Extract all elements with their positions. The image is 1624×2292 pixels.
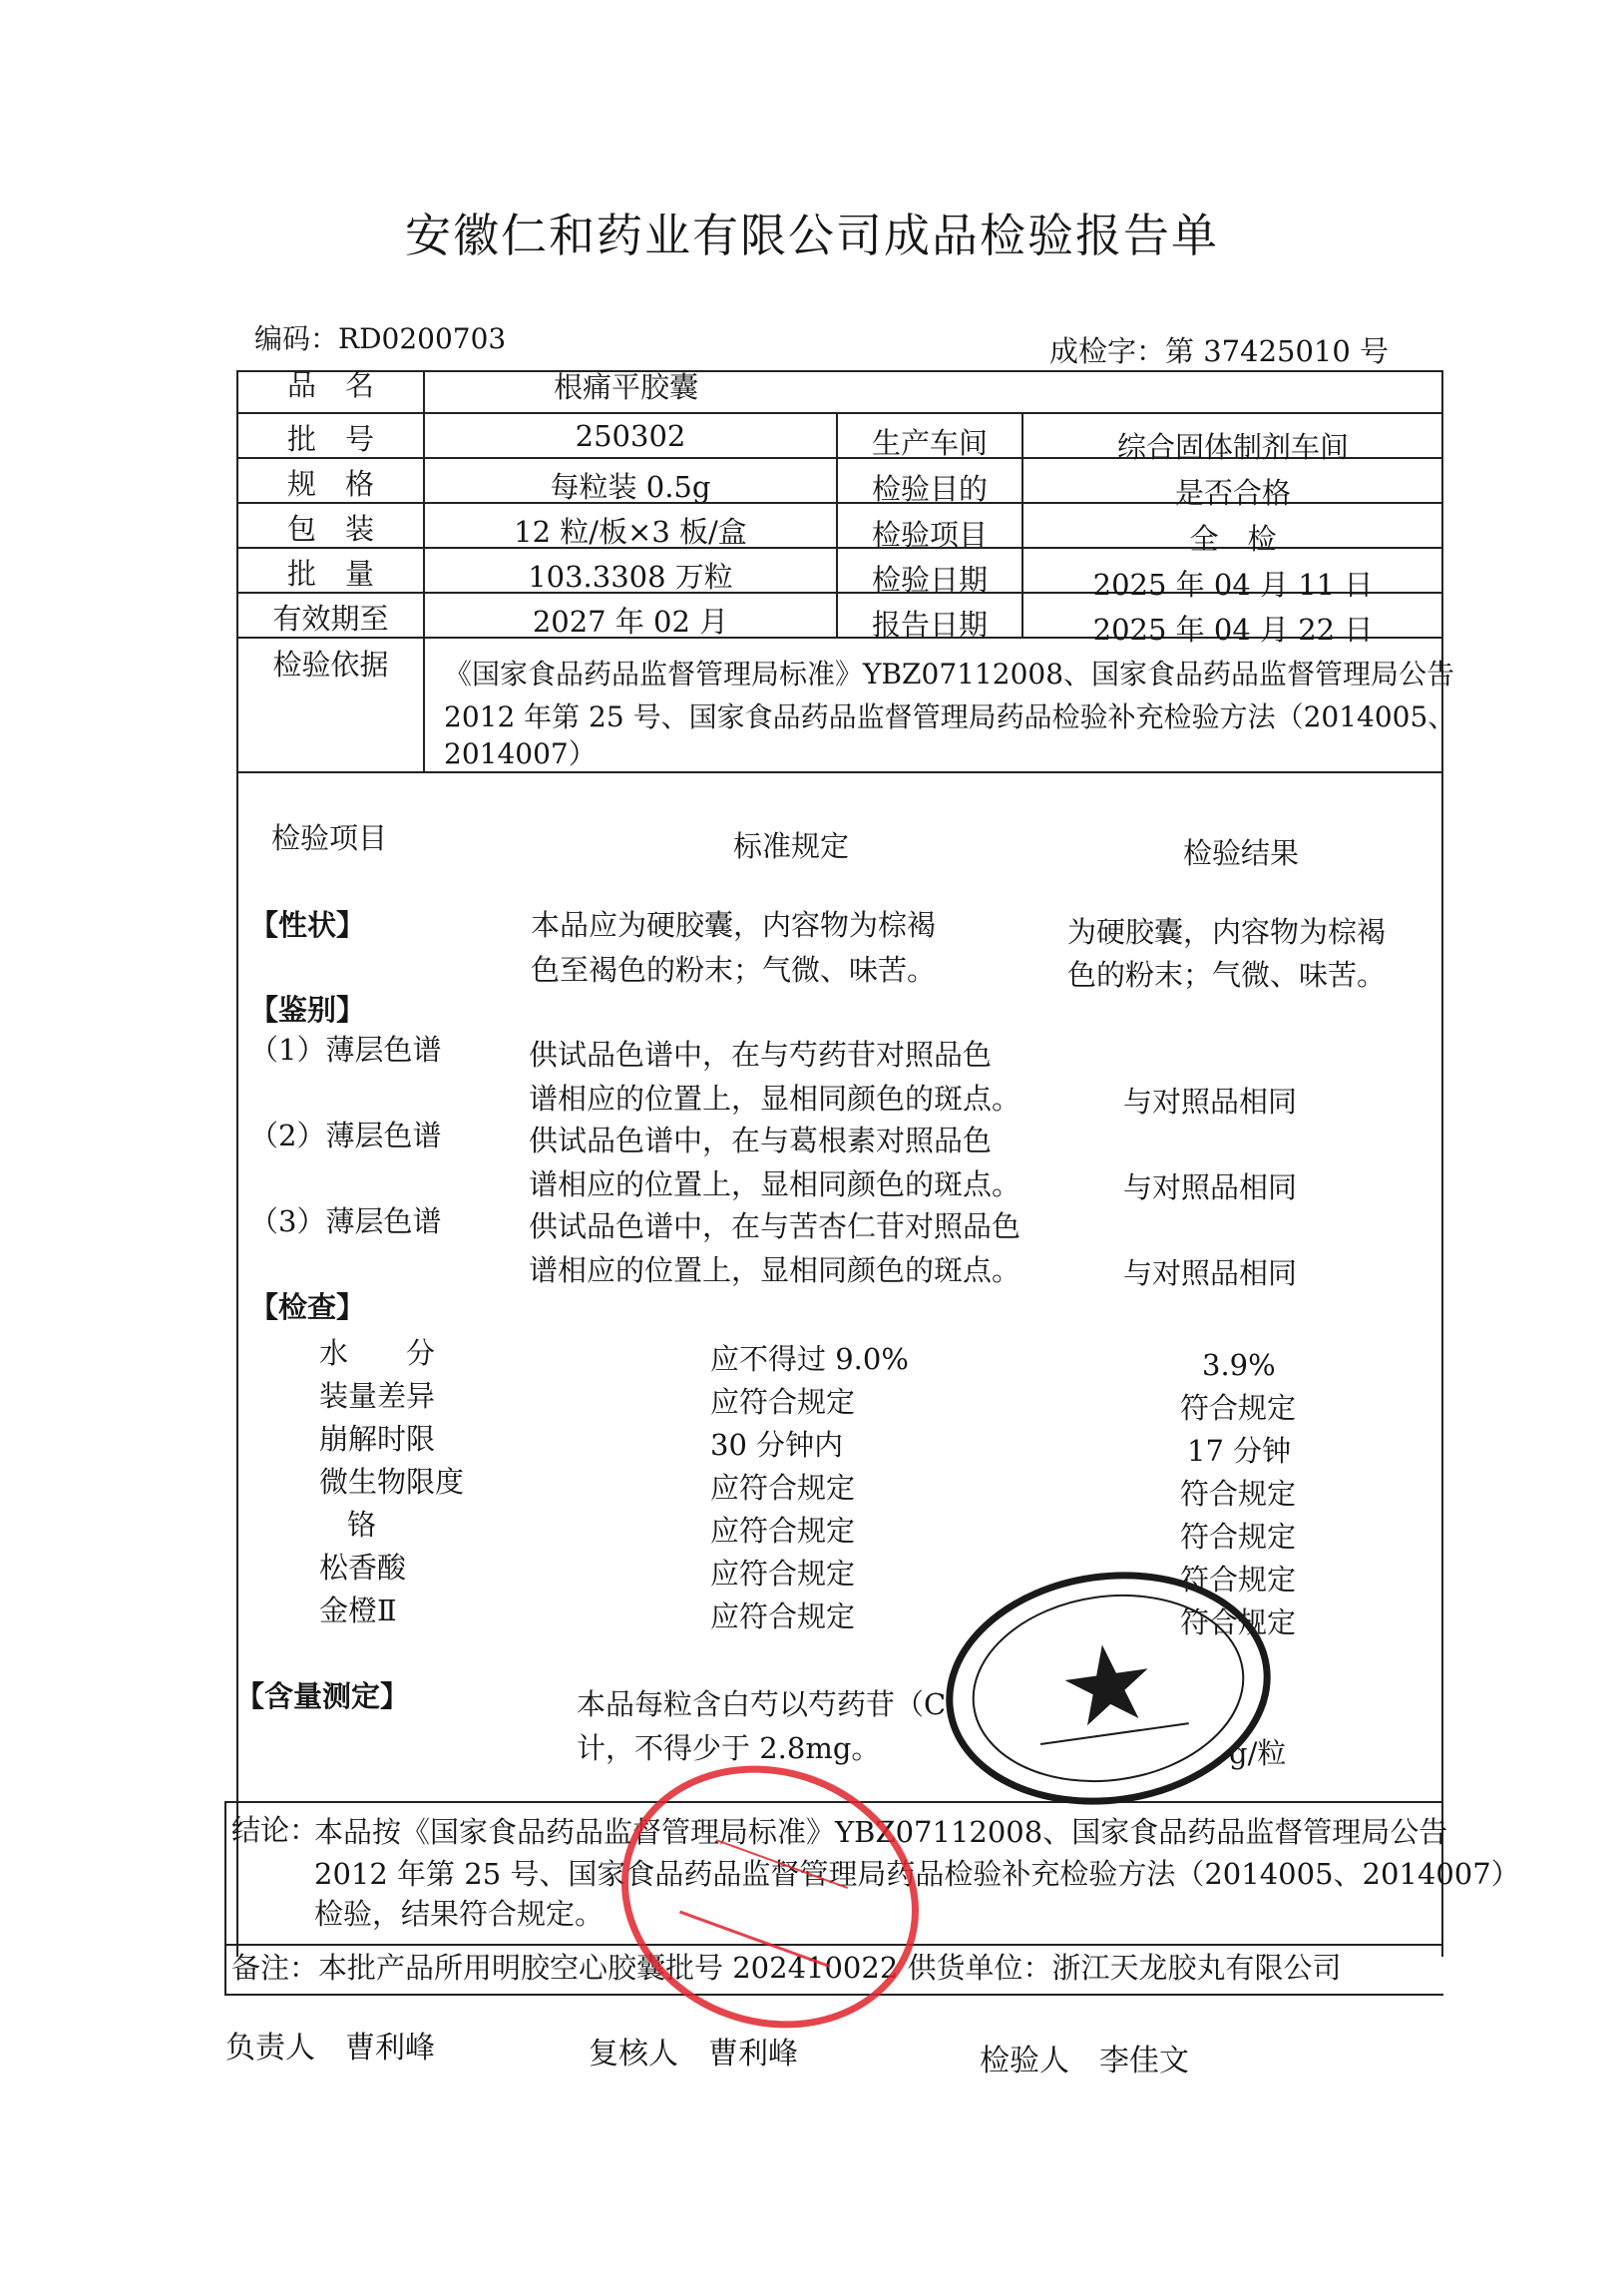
check-1-standard: 应不得过 9.0% <box>710 1342 909 1376</box>
report-date: 2025 年 04 月 22 日 <box>1092 613 1374 647</box>
check-4-standard: 应符合规定 <box>710 1471 856 1505</box>
signature-reviewer: 复核人 曹利峰 <box>589 2037 798 2071</box>
identification-2-name: （2）薄层色谱 <box>249 1119 442 1152</box>
check-3-standard: 30 分钟内 <box>710 1428 844 1462</box>
section-identification: 【鉴别】 <box>249 993 366 1027</box>
check-7-standard: 应符合规定 <box>710 1600 856 1633</box>
section-checks: 【检查】 <box>249 1290 366 1324</box>
basis-line-1: 《国家食品药品监督管理局标准》YBZ07112008、国家食品药品监督管理局公告 <box>444 658 1455 690</box>
package: 12 粒/板×3 板/盒 <box>514 515 747 549</box>
basis-line-2: 2012 年第 25 号、国家食品药品监督管理局药品检验补充检验方法（2014005、 <box>444 700 1456 733</box>
label-basis: 检验依据 <box>272 648 389 682</box>
report-number: 成检字：第 37425010 号 <box>1049 334 1390 368</box>
assay-result: g/粒 <box>1229 1736 1287 1770</box>
label-product-name: 品 名 <box>286 368 374 402</box>
workshop: 综合固体制剂车间 <box>1116 430 1349 464</box>
check-7-result: 符合规定 <box>1180 1605 1297 1639</box>
label-purpose: 检验目的 <box>871 472 988 506</box>
check-5-standard: 应符合规定 <box>710 1514 856 1548</box>
identification-3-standard-2: 谱相应的位置上，显相同颜色的斑点。 <box>529 1253 1021 1287</box>
label-expiry: 有效期至 <box>272 602 389 636</box>
appearance-standard-1: 本品应为硬胶囊，内容物为棕褐 <box>531 908 937 942</box>
check-6-standard: 应符合规定 <box>710 1557 856 1591</box>
section-appearance: 【性状】 <box>249 908 366 942</box>
check-1-name: 水 分 <box>319 1336 436 1370</box>
col-header-standard: 标准规定 <box>733 829 850 863</box>
document-code: 编码：RD0200703 <box>254 322 507 355</box>
label-test-date: 检验日期 <box>871 563 988 597</box>
label-spec: 规 格 <box>286 467 374 501</box>
spec: 每粒装 0.5g <box>550 470 711 504</box>
check-2-result: 符合规定 <box>1180 1391 1297 1425</box>
identification-2-standard-1: 供试品色谱中，在与葛根素对照品色 <box>529 1124 993 1157</box>
identification-1-standard-1: 供试品色谱中，在与芍药苷对照品色 <box>529 1038 993 1072</box>
expiry-date: 2027 年 02 月 <box>532 605 729 639</box>
remark: 备注：本批产品所用明胶空心胶囊批号 202410022 供货单位：浙江天龙胶丸有限公司 <box>231 1951 1342 1985</box>
identification-1-standard-2: 谱相应的位置上，显相同颜色的斑点。 <box>529 1082 1021 1116</box>
col-header-result: 检验结果 <box>1183 836 1300 870</box>
check-2-name: 装量差异 <box>319 1379 436 1413</box>
product-name: 根痛平胶囊 <box>554 370 699 404</box>
appearance-result-2: 色的粉末；气微、味苦。 <box>1067 958 1387 992</box>
purpose: 是否合格 <box>1174 476 1291 510</box>
label-package: 包 装 <box>286 512 374 546</box>
check-5-name: 铬 <box>347 1508 377 1542</box>
identification-2-result: 与对照品相同 <box>1123 1170 1298 1204</box>
signature-head: 负责人 曹利峰 <box>225 2031 435 2065</box>
batch-quantity: 103.3308 万粒 <box>528 560 733 594</box>
identification-2-standard-2: 谱相应的位置上，显相同颜色的斑点。 <box>529 1167 1021 1201</box>
col-header-item: 检验项目 <box>271 821 388 855</box>
check-7-name: 金橙Ⅱ <box>319 1594 397 1627</box>
identification-3-standard-1: 供试品色谱中，在与苦杏仁苷对照品色 <box>529 1209 1021 1243</box>
check-6-name: 松香酸 <box>319 1551 407 1585</box>
label-quantity: 批 量 <box>286 557 374 591</box>
check-2-standard: 应符合规定 <box>710 1385 856 1419</box>
identification-1-result: 与对照品相同 <box>1123 1085 1298 1119</box>
identification-3-result: 与对照品相同 <box>1123 1256 1298 1290</box>
check-4-result: 符合规定 <box>1180 1477 1297 1511</box>
conclusion-label: 结论： <box>231 1813 319 1847</box>
test-item: 全 检 <box>1189 522 1277 556</box>
test-date: 2025 年 04 月 11 日 <box>1092 568 1374 602</box>
conclusion-line-1: 本品按《国家食品药品监督管理局标准》YBZ07112008、国家食品药品监督管理局公告 <box>314 1815 1448 1849</box>
check-4-name: 微生物限度 <box>319 1465 465 1499</box>
quality-seal-image <box>610 1752 930 2042</box>
signature-inspector: 检验人 李佳文 <box>980 2044 1189 2078</box>
check-1-result: 3.9% <box>1202 1348 1276 1382</box>
check-5-result: 符合规定 <box>1180 1520 1297 1554</box>
label-test-item: 检验项目 <box>871 518 988 552</box>
identification-1-name: （1）薄层色谱 <box>249 1033 442 1067</box>
report-title: 安徽仁和药业有限公司成品检验报告单 <box>405 209 1219 262</box>
basis-line-3: 2014007） <box>444 737 597 770</box>
label-report-date: 报告日期 <box>871 608 988 642</box>
label-batch: 批 号 <box>286 422 374 456</box>
conclusion-line-3: 检验，结果符合规定。 <box>314 1897 605 1931</box>
appearance-result-1: 为硬胶囊，内容物为棕褐 <box>1067 915 1387 949</box>
check-3-name: 崩解时限 <box>319 1422 436 1456</box>
check-3-result: 17 分钟 <box>1187 1434 1292 1468</box>
identification-3-name: （3）薄层色谱 <box>249 1204 442 1238</box>
batch-number: 250302 <box>575 419 686 453</box>
assay-standard-2: 计，不得少于 2.8mg。 <box>577 1731 881 1765</box>
inspection-seal-image <box>934 1559 1283 1818</box>
check-6-result: 符合规定 <box>1180 1563 1297 1597</box>
appearance-standard-2: 色至褐色的粉末；气微、味苦。 <box>531 953 937 987</box>
section-assay: 【含量测定】 <box>235 1679 410 1713</box>
assay-standard-1: 本品每粒含白芍以芍药苷（C <box>577 1687 947 1721</box>
label-workshop: 生产车间 <box>871 426 988 460</box>
conclusion-line-2: 2012 年第 25 号、国家食品药品监督管理局药品检验补充检验方法（2014005、2014007） <box>314 1857 1520 1891</box>
